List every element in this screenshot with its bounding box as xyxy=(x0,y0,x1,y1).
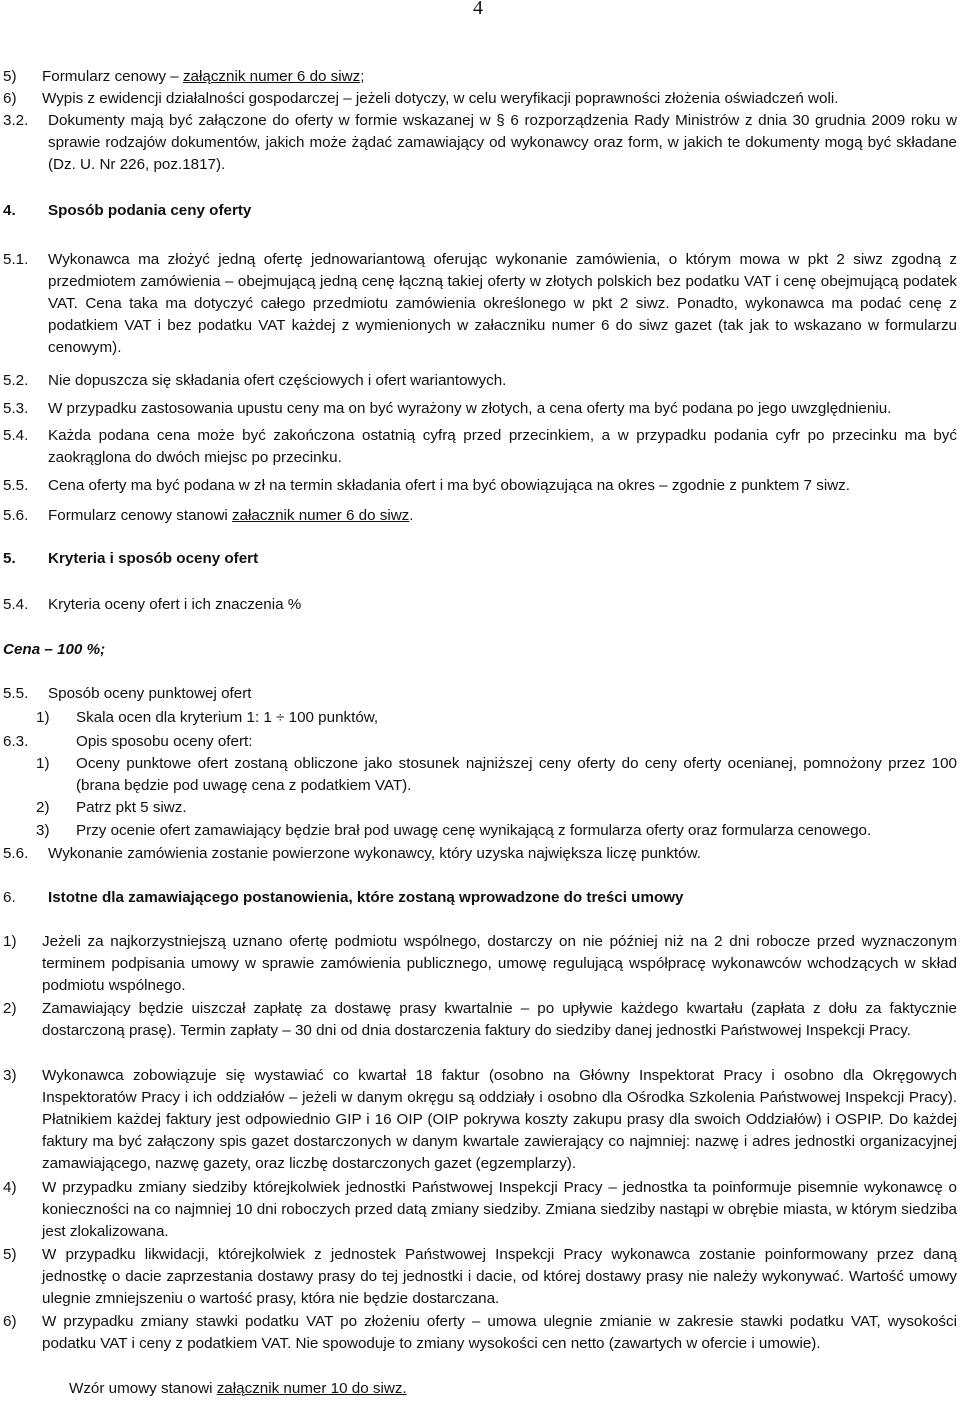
sub-item-number: 1) xyxy=(36,709,50,726)
item-number: 6) xyxy=(3,90,17,107)
item-number: 5.1. xyxy=(3,251,29,268)
item-number: 5.3. xyxy=(3,400,29,417)
item-number: 3) xyxy=(3,1067,17,1084)
item-text: Dokumenty mają być załączone do oferty w formie wskazanej w § 6 rozporządzenia Rady Ministrów z dnia 30 grudnia 2009 roku w sprawie rodzajów dokumentów, jakich może żądać zamawiający od wykonawcy oraz form, w jakich te dokumenty mogą być składane (Dz. U. Nr 226, poz.1817). xyxy=(48,112,957,173)
item-text: Formularz cenowy – załącznik numer 6 do siwz; xyxy=(42,68,365,85)
sub-item-text: Patrz pkt 5 siwz. xyxy=(76,799,187,816)
item-text: Zamawiający będzie uiszczał zapłatę za dostawę prasy kwartalnie – po upływie każdego kwartału (zapłata z dołu za faktycznie dostarczoną prasę). Termin zapłaty – 30 dni od dnia dostarczenia faktury do siedziby danej jednostki Państwowej Inspekcji Pracy. xyxy=(42,1000,957,1039)
item-number: 3.2. xyxy=(3,112,29,129)
item-number: 5.2. xyxy=(3,372,29,389)
item-number: 5.5. xyxy=(3,477,29,494)
attachment-link: załącznik numer 10 do siwz. xyxy=(216,1380,407,1397)
item-text: Kryteria oceny ofert i ich znaczenia % xyxy=(48,596,302,613)
section-number: 4. xyxy=(3,202,16,219)
item-text: Nie dopuszcza się składania ofert częściowych i ofert wariantowych. xyxy=(48,372,507,389)
item-text: W przypadku zmiany stawki podatku VAT po złożeniu oferty – umowa ulegnie zmianie w zakresie stawki podatku VAT, wysokości podatku VAT i ceny z podatkiem VAT. Nie spowoduje to zmiany wysokości cen netto (zawartych w ofercie i umowie). xyxy=(42,1313,957,1352)
item-text: Każda podana cena może być zakończona ostatnią cyfrą przed przecinkiem, a w przypadku podania cyfr po przecinku ma być zaokrąglona do dwóch miejsc po przecinku. xyxy=(48,427,957,466)
item-number: 6.3. xyxy=(3,733,29,750)
sub-item-text: Oceny punktowe ofert zostaną obliczone jako stosunek najniższej ceny oferty do ceny oferty ocenianej, pomnożony przez 100 (brana będzie pod uwagę cena z podatkiem VAT). xyxy=(76,755,957,794)
item-text: W przypadku zmiany siedziby którejkolwiek jednostki Państwowej Inspekcji Pracy – jednostka ta poinformuje pisemnie wykonawcę o konieczności na co najmniej 10 dni roboczych przed datą zmiany siedziby. Zmiana siedziby nastąpi w obrębie miasta, w którym siedziba jest zlokalizowana. xyxy=(42,1179,957,1240)
item-text: Jeżeli za najkorzystniejszą uznano ofertę podmiotu wspólnego, dostarczy on nie później niż na 2 dni robocze przed wyznaczonym terminem podpisania umowy w sprawie zamówienia publicznego, umowę regulującą współpracę wykonawców wchodzących w skład podmiotu wspólnego. xyxy=(42,933,957,994)
section-title: Sposób podania ceny oferty xyxy=(48,202,252,219)
price-label: Cena – 100 %; xyxy=(3,641,106,658)
item-text: Formularz cenowy stanowi załacznik numer 6 do siwz. xyxy=(48,507,414,524)
item-number: 1) xyxy=(3,933,17,950)
item-text: Sposób oceny punktowej ofert xyxy=(48,685,252,702)
item-number: 4) xyxy=(3,1179,17,1196)
sub-item-text: Skala ocen dla kryterium 1: 1 ÷ 100 punktów, xyxy=(76,709,379,726)
item-text: Wykonawca zobowiązuje się wystawiać co kwartał 18 faktur (osobno na Główny Inspektorat Pracy i osobno dla Okręgowych Inspektoratów Pracy i ich oddziałów – jeżeli w danym okręgu są oddziały i osobno dla Ośrodka Szkolenia Państwowej Inspekcji Pracy). Płatnikiem każdej faktury jest odpowiednio GIP i 16 OIP (OIP pokrywa koszty zakupu prasy dla swoich Oddziałów) i OSPIP. Do każdej faktury ma być załączony spis gazet dostarczonych w danym kwartale zawierający co najmniej: nazwę i adres jednostki organizacyjnej zamawiającego, nazwę gazety, oraz liczbę dostarczonych gazet (egzemplarzy). xyxy=(42,1067,957,1172)
item-number: 5.4. xyxy=(3,427,29,444)
item-number: 5) xyxy=(3,1246,17,1263)
section-title: Istotne dla zamawiającego postanowienia, które zostaną wprowadzone do treści umowy xyxy=(48,889,684,906)
footer-text: Wzór umowy stanowi załącznik numer 10 do siwz. xyxy=(69,1380,407,1397)
sub-item-text: Przy ocenie ofert zamawiający będzie brał pod uwagę cenę wynikającą z formularza oferty oraz formularza cenowego. xyxy=(76,822,872,839)
attachment-link: załącznik numer 6 do siwz xyxy=(182,68,361,85)
item-text: Cena oferty ma być podana w zł na termin składania ofert i ma być obowiązująca na okres – zgodnie z punktem 7 siwz. xyxy=(48,477,850,494)
item-text: W przypadku likwidacji, którejkolwiek z jednostek Państwowej Inspekcji Pracy wykonawca zostanie poinformowany przez daną jednostkę o dacie zaprzestania dostawy prasy do tej jednostki i dacie, od której dostawy prasy nie należy wykonywać. Wartość umowy ulegnie zmniejszeniu o wartość prasy, która nie będzie dostarczana. xyxy=(42,1246,957,1307)
item-number: 5) xyxy=(3,68,17,85)
item-number: 5.4. xyxy=(3,596,29,613)
item-number: 5.5. xyxy=(3,685,29,702)
item-number: 5.6. xyxy=(3,507,29,524)
item-text: Wypis z ewidencji działalności gospodarczej – jeżeli dotyczy, w celu weryfikacji poprawności złożenia oświadczeń woli. xyxy=(42,90,839,107)
item-number: 6) xyxy=(3,1313,17,1330)
sub-item-number: 3) xyxy=(36,822,50,839)
page-number: 4 xyxy=(473,0,483,19)
attachment-link: załacznik numer 6 do siwz xyxy=(232,507,410,524)
item-number: 2) xyxy=(3,1000,17,1017)
item-number: 5.6. xyxy=(3,845,29,862)
item-text: Opis sposobu oceny ofert: xyxy=(76,733,253,750)
section-title: Kryteria i sposób oceny ofert xyxy=(48,550,259,567)
section-number: 6. xyxy=(3,889,16,906)
sub-item-number: 2) xyxy=(36,799,50,816)
item-text: Wykonawca ma złożyć jedną ofertę jednowariantową oferując wykonanie zamówienia, o którym mowa w pkt 2 siwz zgodną z przedmiotem zamówienia – obejmującą jedną cenę łączną takiej oferty w złotych polskich bez podatku VAT i cenę obejmującą podatek VAT. Cena taka ma dotyczyć całego przedmiotu zamówienia określonego w pkt 2 siwz. Ponadto, wykonawca ma podać cenę z podatkiem VAT i bez podatku VAT każdej z wymienionych w załaczniku numer 6 do siwz gazet (tak jak to wskazano w formularzu cenowym). xyxy=(48,251,957,356)
sub-item-number: 1) xyxy=(36,755,50,772)
section-number: 5. xyxy=(3,550,16,567)
item-text: W przypadku zastosowania upustu ceny ma on być wyrażony w złotych, a cena oferty ma być podana po jego uwzględnieniu. xyxy=(48,400,892,417)
item-text: Wykonanie zamówienia zostanie powierzone wykonawcy, który uzyska największa liczę punktów. xyxy=(48,845,701,862)
